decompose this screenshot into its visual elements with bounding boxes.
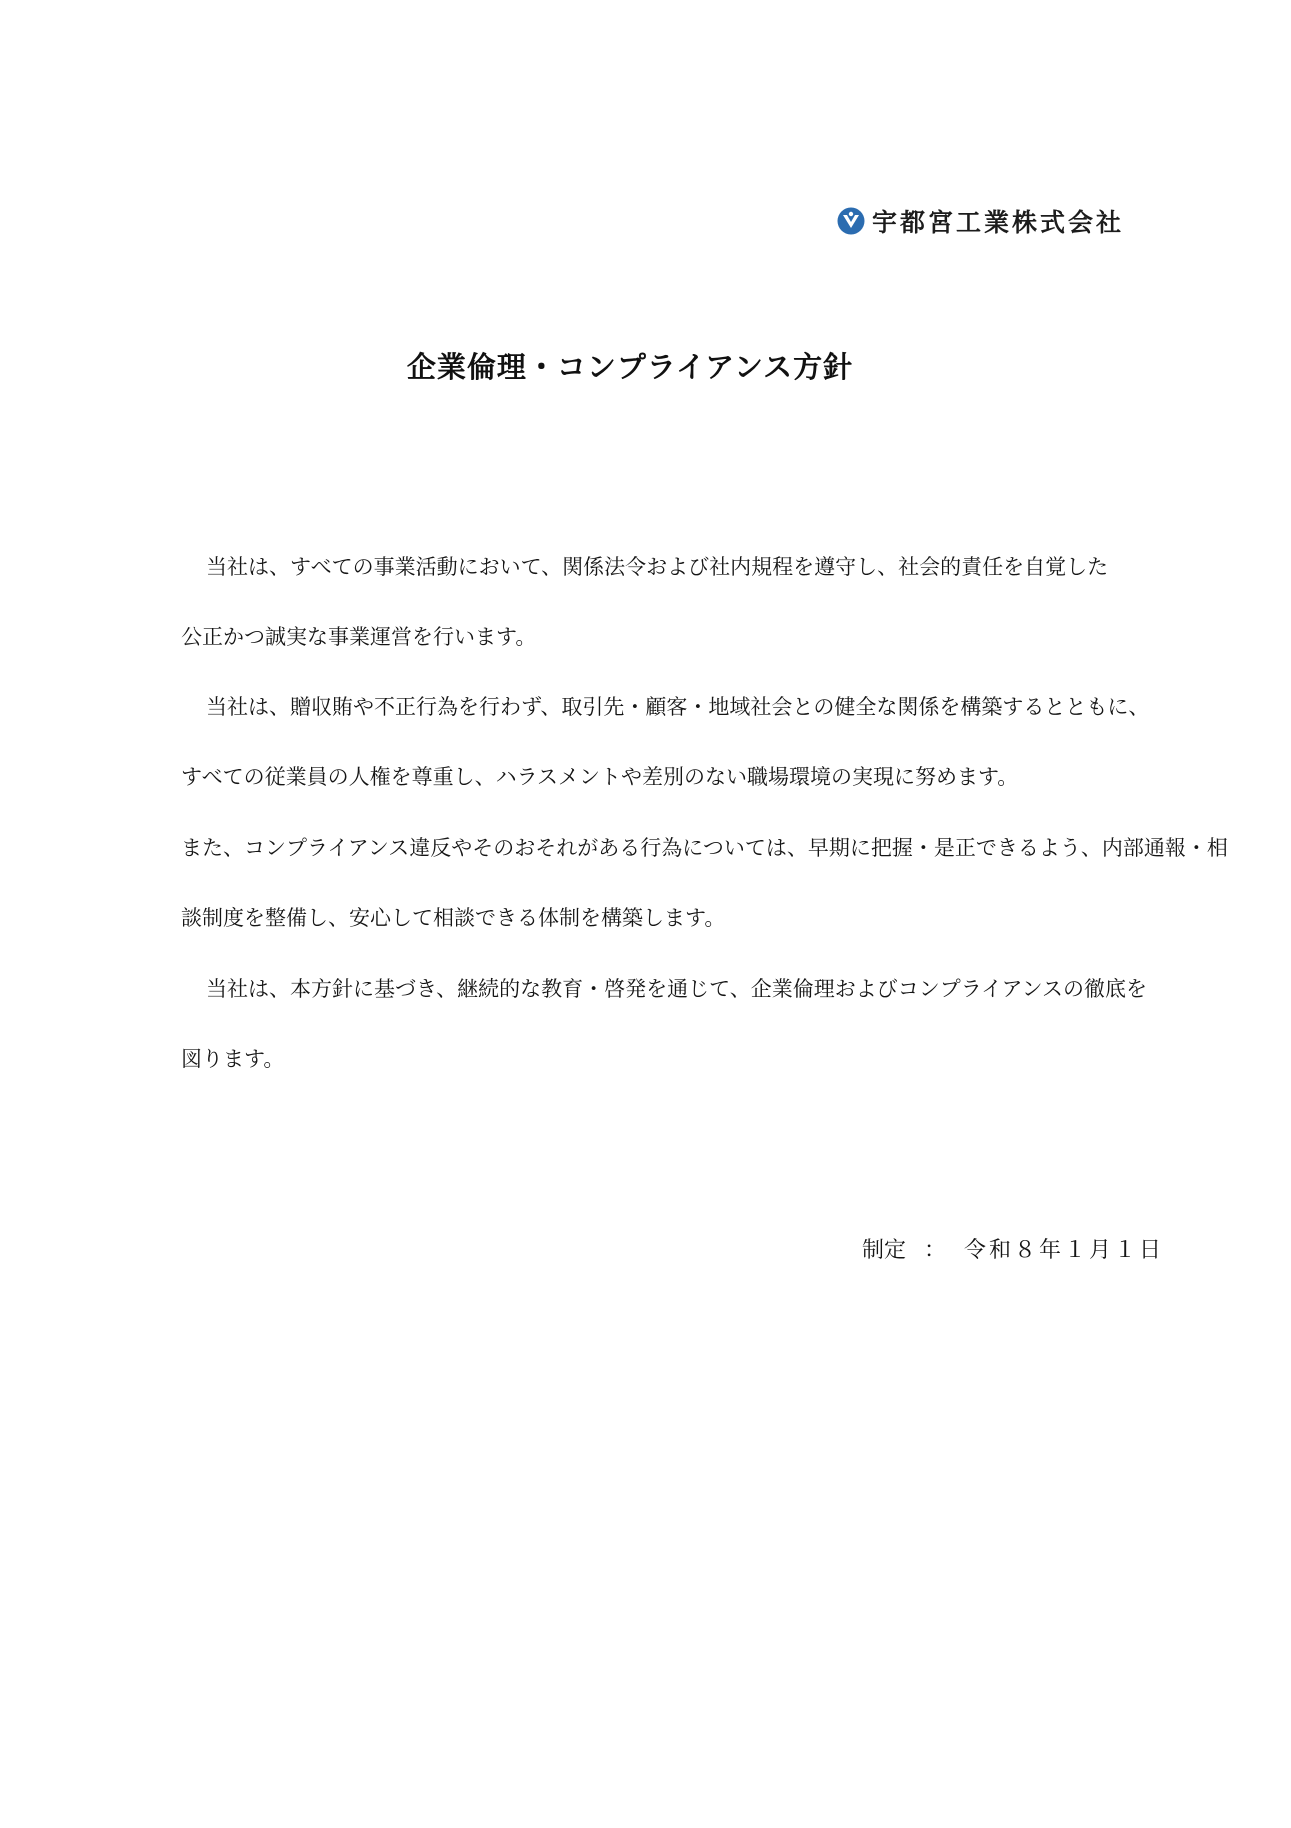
enactment-date-value: 令和８年１月１日 — [964, 1238, 1165, 1263]
page-title: 企業倫理・コンプライアンス方針 — [406, 350, 854, 384]
company-emblem-icon — [836, 206, 866, 236]
company-name: 宇都宮工業株式会社 — [872, 208, 1125, 237]
body-line: 図ります。 — [181, 1047, 285, 1071]
body-line: 当社は、本方針に基づき、継続的な教育・啓発を通じて、企業倫理およびコンプライアンスの徹底を — [206, 977, 1148, 1001]
enactment-separator: ： — [924, 1238, 947, 1263]
enactment-date — [862, 1233, 1164, 1264]
company-logo — [836, 203, 1124, 239]
body-line: すべての従業員の人権を尊重し、ハラスメントや差別のない職場環境の実現に努めます。 — [181, 765, 1019, 789]
body-line: 談制度を整備し、安心して相談できる体制を構築します。 — [181, 906, 726, 930]
body-line: 当社は、すべての事業活動において、関係法令および社内規程を遵守し、社会的責任を自覚した — [206, 555, 1109, 579]
body-line: 当社は、贈収賄や不正行為を行わず、取引先・顧客・地域社会との健全な関係を構築するとともに、 — [206, 695, 1150, 719]
body-line: 公正かつ誠実な事業運営を行います。 — [181, 625, 537, 649]
body-line: また、コンプライアンス違反やそのおそれがある行為については、早期に把握・是正できるよう、内部通報・相 — [181, 836, 1228, 860]
enactment-label: 制定 — [862, 1238, 907, 1263]
